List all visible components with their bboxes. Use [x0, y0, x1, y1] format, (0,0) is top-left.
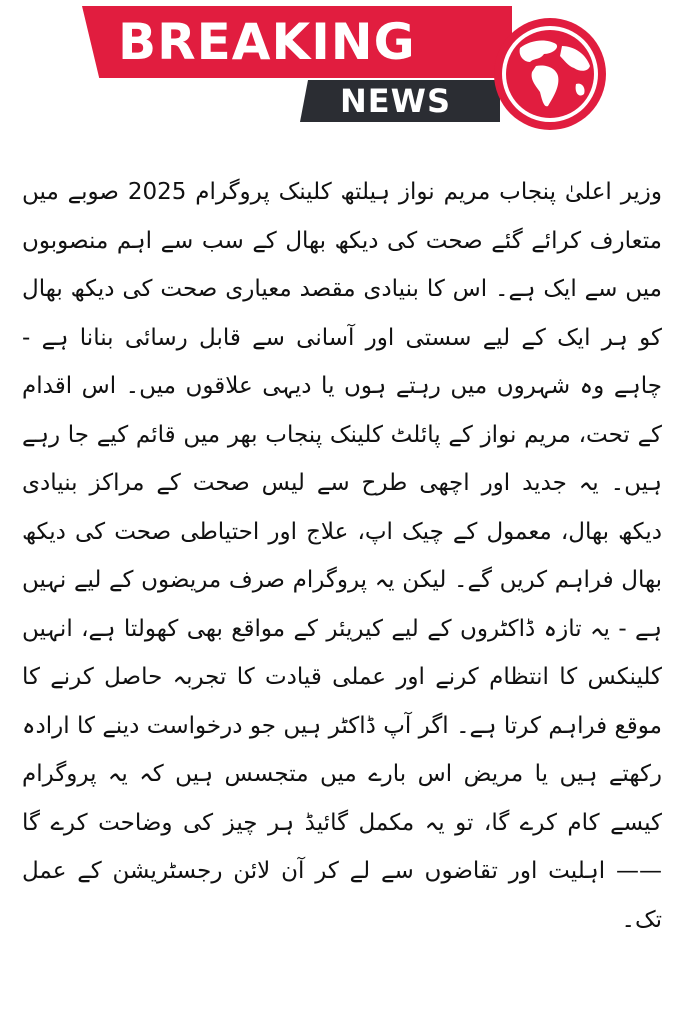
- globe-icon: [490, 14, 610, 134]
- article-body: وزیر اعلیٰ پنجاب مریم نواز ہیلتھ کلینک پروگرام 2025 صوبے میں متعارف کرائے گئے صحت کی دیکھ بھال کے سب سے اہم منصوبوں میں سے ایک ہے۔ اس کا بنیادی مقصد معیاری صحت کی دیکھ بھال کو ہر ایک کے لیے سستی اور آسانی سے قابل رسائی بنانا ہے - چاہے وہ شہروں میں رہتے ہوں یا دیہی علاقوں میں۔ اس اقدام کے تحت، مریم نواز کے پائلٹ کلینک پنجاب بھر میں قائم کیے جا رہے ہیں۔ یہ جدید اور اچھی طرح سے لیس صحت کے مراکز بنیادی دیکھ بھال، معمول کے چیک اپ، علاج اور احتیاطی صحت کی دیکھ بھال فراہم کریں گے۔ لیکن یہ پروگرام صرف مریضوں کے لیے نہیں ہے - یہ تازہ ڈاکٹروں کے لیے کیریئر کے مواقع بھی کھولتا ہے، انہیں کلینکس کا انتظام کرنے اور عملی قیادت کا تجربہ حاصل کرنے کا موقع فراہم کرتا ہے۔ اگر آپ ڈاکٹر ہیں جو درخواست دینے کا ارادہ رکھتے ہیں یا مریض اس بارے میں متجسس ہیں کہ یہ پروگرام کیسے کام کرے گا، تو یہ مکمل گائیڈ ہر چیز کی وضاحت کرے گا—— اہلیت اور تقاضوں سے لے کر آن لائن رجسٹریشن کے عمل تک۔: [22, 179, 662, 933]
- news-label: NEWS: [340, 82, 451, 120]
- breaking-news-banner: [0, 0, 683, 150]
- breaking-label: BREAKING: [118, 13, 416, 71]
